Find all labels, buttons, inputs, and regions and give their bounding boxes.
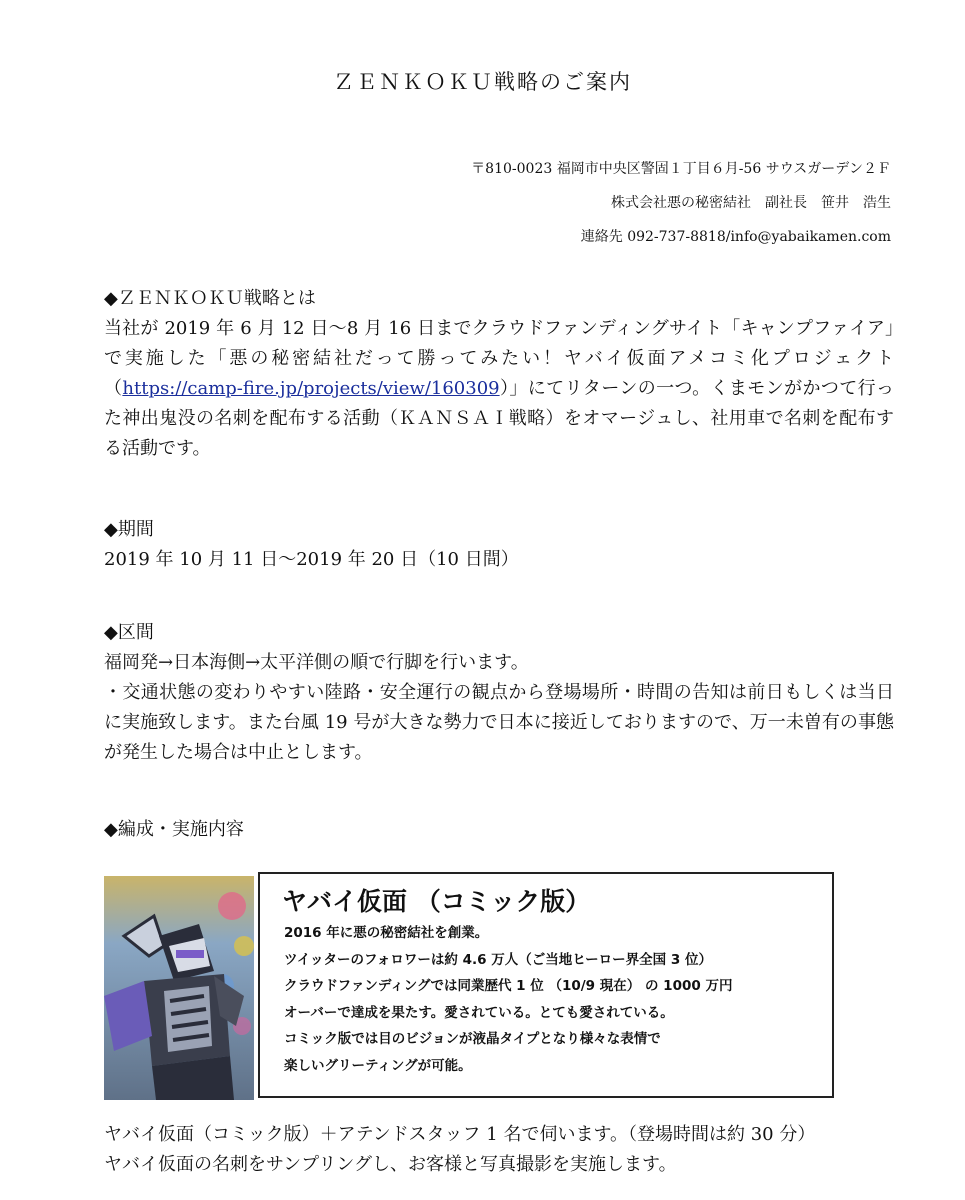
route-line-2: ・交通状態の変わりやすい陸路・安全運行の観点から登場場所・時間の告知は前日もしくは当日に実施致します。また台風 19 号が大きな勢力で日本に接近しておりますので、万一未曽有の事態が発生した場合は中止とします。 [104,682,894,763]
character-info-line: クラウドファンディングでは同業歴代 1 位 （10/9 現在） の 1000 万円 [284,978,733,994]
footer-line: ヤバイ仮面（コミック版）＋アテンドスタッフ 1 名で伺います。（登場時間は約 30 分） [104,1124,816,1145]
character-info-line: オーバーで達成を果たす。愛されている。とても愛されている。 [284,1004,674,1021]
content-footer [104,1120,894,1180]
route-line-1: 福岡発→日本海側→太平洋側の順で行脚を行います。 [104,652,529,673]
about-text-before: 当社が 2019 年 6 月 12 日〜8 月 16 日までクラウドファンディングサイト「キャンプファイア」で実施した「悪の秘密結社だって勝ってみたい！ヤバイ仮面アメコミ化プロジェクト（ [104,318,894,399]
hero-photo [104,876,254,1100]
section-about [104,284,894,464]
section-heading-content: ◆編成・実施内容 [104,819,244,840]
footer-line: ヤバイ仮面の名刺をサンプリングし、お客様と写真撮影を実施します。 [104,1154,677,1175]
document-title: ＺＥＮＫＯＫＵ戦略のご案内 [333,70,632,94]
section-heading-period: ◆期間 [104,519,154,540]
character-name: ヤバイ仮面 （コミック版） [282,887,591,916]
period-text: 2019 年 10 月 11 日〜2019 年 20 日（10 日間） [104,549,519,570]
section-heading-route: ◆区間 [104,622,154,643]
section-route [104,618,894,768]
sender-block [471,152,891,254]
about-text-after: ）」にてリターンの一つ。くまモンがかつて行った神出鬼没の名刺を配布する活動（ＫＡＮＳＡＩ戦略）をオマージュし、社用車で名刺を配布する活動です。 [104,378,895,459]
sender-address: 〒810-0023 福岡市中央区警固１丁目６月-56 サウスガーデン２Ｆ [471,161,891,177]
character-info-line: 2016 年に悪の秘密結社を創業。 [284,925,489,941]
character-info-line: コミック版では目のビジョンが液晶タイプとなり様々な表情で [284,1031,661,1047]
character-info-line: 楽しいグリーティングが可能。 [284,1057,472,1074]
about-paragraph [104,314,894,464]
sender-contact: 連絡先 092-737-8818/info@yabaikamen.com [580,229,891,245]
character-info-line: ツイッターのフォロワーは約 4.6 万人（ご当地ヒーロー界全国 3 位） [284,951,712,968]
character-info-box [258,872,834,1098]
sender-company: 株式会社悪の秘密結社 副社長 笹井 浩生 [611,195,891,211]
section-period [104,515,894,575]
section-content [104,815,894,845]
project-link[interactable]: https://camp-fire.jp/projects/view/160309 [122,378,500,399]
section-heading-about: ◆ＺＥＮＫＯＫＵ戦略とは [104,288,316,309]
hero-figure-image [104,876,254,1100]
